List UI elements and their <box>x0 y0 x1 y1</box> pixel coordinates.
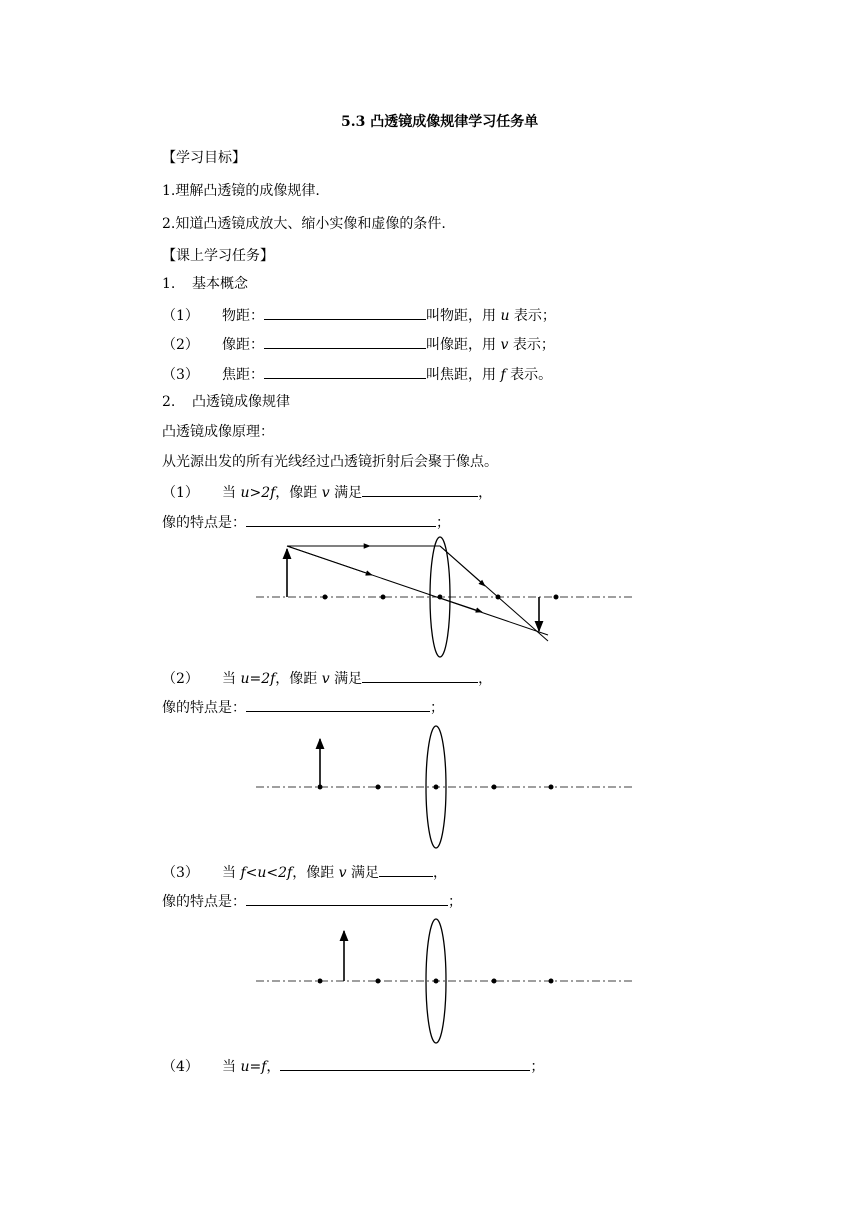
focal-point-2f-right <box>549 785 554 790</box>
case-text: ，像距 <box>292 865 339 881</box>
case-text: 满足 <box>329 671 363 687</box>
ray-center-arrow-2 <box>440 598 482 612</box>
diagram-case-1 <box>256 537 634 657</box>
case-text: ，像距 <box>275 671 322 687</box>
case-punct: ， <box>478 485 493 501</box>
section-heading-goals: 【学习目标】 <box>162 150 246 166</box>
focal-point-2f-right <box>549 979 554 984</box>
feature-label: 像的特点是： <box>162 894 246 910</box>
principle-text: 从光源出发的所有光线经过凸透镜折射后会聚于像点。 <box>162 454 498 470</box>
case-text: 当 <box>222 485 241 501</box>
case-condition: u>2f <box>240 485 276 501</box>
goal-2: 2.知道凸透镜成放大、缩小实像和虚像的条件. <box>162 216 446 232</box>
case-number: （4） <box>162 1059 199 1075</box>
diagram-case-3 <box>256 919 632 1043</box>
concept-var: f <box>500 367 506 383</box>
case-text: 当 <box>222 865 241 881</box>
focal-point-2f-left <box>318 979 323 984</box>
case-var: v <box>338 865 347 881</box>
case-text: 满足 <box>346 865 380 881</box>
ray-center-arrow-1 <box>287 546 372 575</box>
item-number: （3） <box>162 367 199 383</box>
concept-term: 物距： <box>222 308 264 324</box>
ray-refracted-arrow <box>440 546 485 586</box>
focal-point-f-right <box>492 979 497 984</box>
concept-var: u <box>500 308 510 324</box>
concept-desc-end: 表示； <box>509 308 556 324</box>
rules-heading-number: 2. <box>162 394 176 410</box>
case-text: 当 <box>222 671 241 687</box>
case-condition: u=f <box>240 1059 267 1075</box>
concept-var: v <box>500 337 509 353</box>
optical-center <box>434 785 439 790</box>
case-text: 满足 <box>329 485 363 501</box>
concept-term: 焦距： <box>222 367 264 383</box>
focal-point-f-left <box>381 595 386 600</box>
case-condition: u=2f <box>240 671 276 687</box>
case-condition: f<u<2f <box>240 865 293 881</box>
case-punct: ； <box>430 700 444 716</box>
case-var: v <box>321 485 330 501</box>
case-number: （2） <box>162 671 199 687</box>
concept-term: 像距： <box>222 337 264 353</box>
principle-label: 凸透镜成像原理： <box>162 424 274 440</box>
page-title: 5.3 凸透镜成像规律学习任务单 <box>341 114 539 130</box>
section-heading-tasks: 【课上学习任务】 <box>162 248 274 264</box>
feature-label: 像的特点是： <box>162 515 246 531</box>
concept-desc: 叫物距，用 <box>426 308 501 324</box>
case-text: ， <box>266 1059 281 1075</box>
goal-1: 1.理解凸透镜的成像规律. <box>162 183 320 199</box>
case-punct: ； <box>448 894 462 910</box>
case-number: （3） <box>162 865 199 881</box>
case-punct: ； <box>436 515 450 531</box>
item-number: （1） <box>162 308 199 324</box>
focal-point-2f-right <box>554 595 559 600</box>
concept-desc: 叫焦距，用 <box>426 367 501 383</box>
concepts-heading-number: 1. <box>162 276 176 292</box>
optical-center <box>434 979 439 984</box>
concept-desc-end: 表示。 <box>505 367 553 383</box>
concept-desc: 叫像距，用 <box>426 337 501 353</box>
focal-point-f-left <box>376 785 381 790</box>
diagram-case-2 <box>256 726 632 848</box>
concept-desc-end: 表示； <box>508 337 555 353</box>
rules-heading-text: 凸透镜成像规律 <box>192 394 290 410</box>
focal-point-2f-left <box>323 595 328 600</box>
case-var: v <box>321 671 330 687</box>
case-punct: ， <box>478 671 493 687</box>
focal-point-f-right <box>492 785 497 790</box>
case-text: ，像距 <box>275 485 322 501</box>
item-number: （2） <box>162 337 199 353</box>
case-text: 当 <box>222 1059 241 1075</box>
concepts-heading-text: 基本概念 <box>192 276 248 292</box>
case-number: （1） <box>162 485 199 501</box>
feature-label: 像的特点是： <box>162 700 246 716</box>
case-punct: ， <box>433 865 448 881</box>
case-punct: ； <box>530 1059 545 1075</box>
focal-point-f-left <box>376 979 381 984</box>
